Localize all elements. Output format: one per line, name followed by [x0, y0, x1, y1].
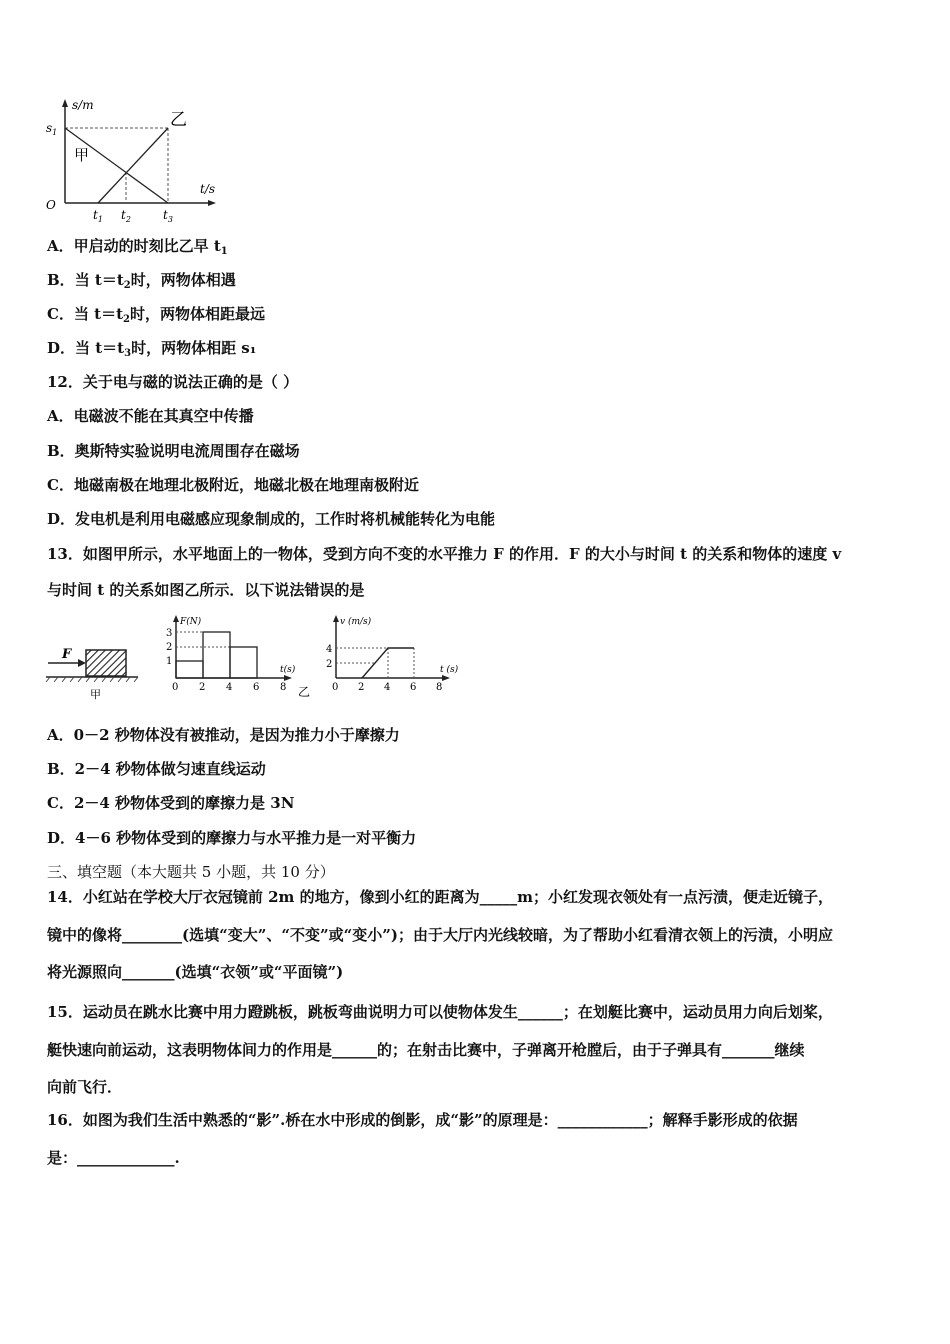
caption-jia: 甲: [90, 688, 101, 701]
q11-option-b[interactable]: B．当 $t=t_2$时，两物体相遇: [47, 271, 236, 291]
v-ytick-4: 4: [326, 644, 333, 655]
tick-t2: $t_2$: [121, 208, 131, 224]
F-xtick-8: 8: [280, 682, 287, 693]
q12-stem: 12．关于电与磁的说法正确的是（ ）: [47, 373, 299, 391]
q13-v-t-graph: [296, 612, 468, 702]
tick-t1: $t_1$: [93, 208, 103, 224]
tick-t3: $t_3$: [163, 208, 173, 224]
y-axis-label: s/m: [72, 98, 94, 112]
s1-label: $s_1$: [46, 121, 58, 137]
F-x-arrow: [284, 675, 292, 681]
F-xtick-2: 2: [199, 682, 206, 693]
q14-line3: 将光源照向_______(选填“衣领”或“平面镜”): [47, 963, 344, 981]
q14-line1: 14．小红站在学校大厅衣冠镜前 2m 的地方，像到小红的距离为_____m；小红发现衣领处有一点污渍，便走近镜子，: [47, 888, 834, 906]
q13-F-t-graph: [162, 612, 302, 696]
F-xtick-6: 6: [253, 682, 260, 693]
s-t-graph: [40, 95, 230, 225]
v-ytick-2: 2: [326, 659, 333, 670]
q15-line2: 艇快速向前运动，这表明物体间力的作用是______的；在射击比赛中，子弹离开枪膛后，由于子弹具有_______继续: [47, 1041, 805, 1059]
q13-figure-jia: [44, 640, 140, 702]
q13-stem-line2: 与时间 t 的关系如图乙所示．以下说法错误的是: [47, 581, 365, 599]
v-x-arrow: [442, 675, 450, 681]
q13-option-a[interactable]: A．0－2 秒物体没有被推动，是因为推力小于摩擦力: [47, 726, 400, 744]
F-ytick-3: 3: [166, 628, 173, 639]
q12-option-b[interactable]: B．奥斯特实验说明电流周围存在磁场: [47, 442, 300, 460]
line-jia: [65, 128, 168, 203]
x-axis-arrow: [208, 200, 216, 206]
caption-yi: 乙: [298, 685, 311, 699]
v-xtick-2: 2: [358, 682, 365, 693]
q11-option-a[interactable]: A．甲启动的时刻比乙早 $t_1$: [47, 237, 228, 257]
F-bar-4-6: [230, 647, 257, 678]
q13-stem-line1: 13．如图甲所示，水平地面上的一物体，受到方向不变的水平推力 F 的作用．F 的大小与时间 t 的关系和物体的速度 v: [47, 545, 842, 563]
force-label: F: [62, 647, 72, 662]
F-ytick-1: 1: [166, 656, 173, 667]
q13-option-c[interactable]: C．2－4 秒物体受到的摩擦力是 3N: [47, 794, 295, 812]
v-xtick-6: 6: [410, 682, 417, 693]
F-bar-2-4: [203, 632, 230, 678]
q13-option-d[interactable]: D．4－6 秒物体受到的摩擦力与水平推力是一对平衡力: [47, 829, 417, 847]
q12-option-d[interactable]: D．发电机是利用电磁感应现象制成的，工作时将机械能转化为电能: [47, 510, 496, 528]
q16-line1: 16．如图为我们生活中熟悉的“影”.桥在水中形成的倒影，成“影”的原理是：____________；解释手影形成的依据: [47, 1111, 798, 1129]
F-ytick-2: 2: [166, 642, 173, 653]
F-y-arrow: [173, 615, 179, 622]
v-ylabel: v (m/s): [340, 617, 372, 627]
v-xtick-8: 8: [436, 682, 443, 693]
v-xlabel: t (s): [440, 665, 459, 675]
section-3-heading: 三、填空题（本大题共 5 小题，共 10 分）: [47, 863, 335, 881]
q14-line2: 镜中的像将________(选填“变大”、“不变”或“变小”)；由于大厅内光线较暗，为了帮助小红看清衣领上的污渍，小明应: [47, 926, 833, 944]
F-ylabel: F(N): [180, 617, 202, 627]
v-y-arrow: [333, 615, 339, 622]
q13-option-b[interactable]: B．2－4 秒物体做匀速直线运动: [47, 760, 266, 778]
q16-line2: 是：_____________.: [47, 1149, 180, 1167]
q15-line1: 15．运动员在跳水比赛中用力蹬跳板，跳板弯曲说明力可以使物体发生______；在划艇比赛中，运动员用力向后划桨，: [47, 1003, 833, 1021]
yi-label: 乙: [170, 110, 187, 130]
F-bar-0-2: [176, 661, 203, 678]
q12-option-c[interactable]: C．地磁南极在地理北极附近，地磁北极在地理南极附近: [47, 476, 419, 494]
y-axis-arrow: [62, 99, 68, 107]
q11-option-d[interactable]: D．当 $t=t_3$时，两物体相距 s₁: [47, 339, 257, 359]
line-yi: [98, 128, 168, 203]
q12-option-a[interactable]: A．电磁波不能在其真空中传播: [47, 407, 254, 425]
jia-label: 甲: [74, 146, 90, 164]
v-xtick-0: 0: [332, 682, 339, 693]
q15-line3: 向前飞行．: [47, 1078, 123, 1096]
q11-option-c[interactable]: C．当 $t=t_2$时，两物体相距最远: [47, 305, 266, 325]
force-arrow-head: [78, 659, 86, 667]
x-axis-label: t/s: [200, 182, 216, 196]
F-xtick-4: 4: [226, 682, 233, 693]
v-xtick-4: 4: [384, 682, 391, 693]
origin-label: O: [46, 198, 56, 212]
F-xtick-0: 0: [172, 682, 179, 693]
F-xlabel: t(s): [280, 665, 296, 675]
block: [86, 650, 126, 676]
